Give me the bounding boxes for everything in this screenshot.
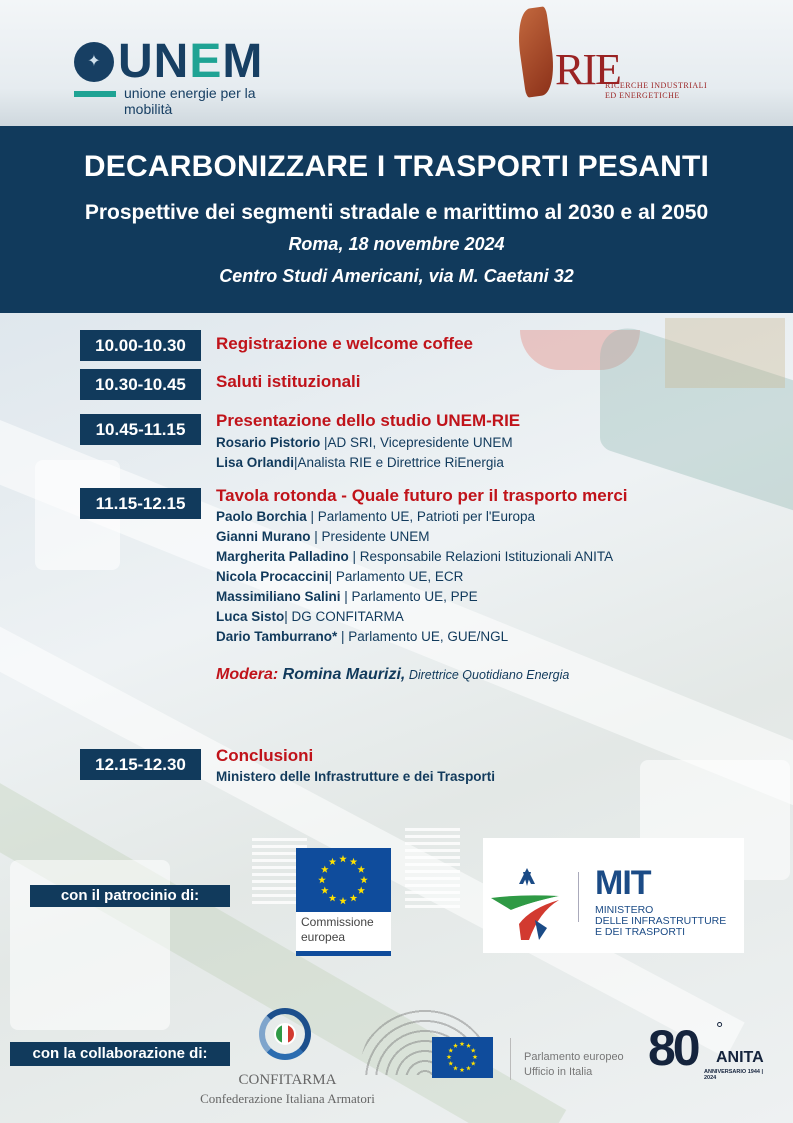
time-badge: 10.00-10.30 [80,330,201,361]
speaker-role: | DG CONFITARMA [284,609,404,624]
rie-logo [515,8,715,103]
eu-star-icon [448,1048,453,1053]
speaker-line [216,435,513,450]
speaker-name: Luca Sisto [216,609,285,624]
speaker-name: Rosario Pistorio [216,435,325,450]
ep-line1: Parlamento europeo [524,1051,624,1063]
eu-star-icon [466,1066,471,1071]
eu-star-icon [448,1061,453,1066]
unem-logo [74,35,304,117]
anita-80: 80 [648,1020,698,1076]
speaker-role: | Parlamento UE, Patrioti per l'Europa [306,509,535,524]
ec-line2: europea [301,930,346,944]
ec-building-lines [405,828,460,908]
moderator-role: Direttrice Quotidiano Energia [405,668,570,682]
mit-line2: DELLE INFRASTRUTTURE [595,915,727,927]
eu-star-icon [473,1054,478,1059]
ec-strip [296,951,391,956]
patronage-label: con il patrocinio di: [30,885,230,907]
page-subtitle: Prospettive dei segmenti stradale e marittimo al 2030 e al 2050 [84,201,709,224]
unem-accent-bar [74,91,116,97]
ship-containers [665,318,785,388]
rie-line1: RICERCHE INDUSTRIALI [605,81,708,90]
eu-flag-icon [432,1037,493,1078]
speaker-line [216,529,430,544]
ep-divider [510,1038,511,1080]
eu-star-icon [447,1054,452,1059]
eu-star-icon [460,1067,465,1072]
mit-fullname [595,905,726,938]
european-commission-logo [296,848,391,956]
moderator-name: Romina Maurizi, [278,666,406,683]
speaker-role: | Parlamento UE, GUE/NGL [337,629,509,644]
speaker-name: Nicola Procaccini [216,569,329,584]
ec-text [301,915,374,945]
eu-star-icon [329,858,337,865]
eu-star-icon [339,855,347,862]
time-badge: 12.15-12.30 [80,749,201,780]
speaker-line [216,455,504,470]
anita-subtitle: ANNIVERSARIO 1944 | 2024 [704,1069,764,1081]
speaker-line [216,569,463,584]
unem-tagline: unione energie per la mobilità [124,85,256,117]
speaker-role: |AD SRI, Vicepresidente UNEM [324,435,513,450]
agenda-item-title: Presentazione dello studio UNEM-RIE [216,411,521,430]
title-banner [0,126,793,313]
collaboration-label: con la collaborazione di: [10,1042,230,1066]
speaker-name: Lisa Orlandi [216,455,295,470]
confitarma-subtitle: Confederazione Italiana Armatori [200,1091,375,1106]
ep-line2: Ufficio in Italia [524,1066,593,1078]
speaker-line [216,609,404,624]
speaker-role: | Presidente UNEM [310,529,430,544]
eu-star-icon [329,894,337,901]
agenda-item-title: Conclusioni [216,746,314,765]
mit-line1: MINISTERO [595,904,654,916]
anita-degree: ° [716,1019,724,1039]
event-date: Roma, 18 novembre 2024 [288,234,505,254]
speaker-role: |Analista RIE e Direttrice RiEnergia [294,455,504,470]
speaker-name: Dario Tamburrano* [216,629,338,644]
eu-star-icon [350,858,358,865]
rie-mark: RIE [555,45,620,94]
speaker-line [216,549,613,564]
mit-logo [483,838,744,953]
rie-line2: ED ENERGETICHE [605,91,680,100]
speaker-line [216,629,508,644]
time-badge: 10.30-10.45 [80,369,201,400]
mit-star-icon [491,868,563,940]
mit-line3: E DEI TRASPORTI [595,926,686,938]
ec-line1: Commissione [301,915,374,929]
speaker-line [216,769,495,784]
eu-star-icon [466,1043,471,1048]
eu-stars-icon [432,1037,493,1078]
eu-stars-icon [296,848,391,912]
speaker-name: Paolo Borchia [216,509,307,524]
anita-name: ANITA [716,1049,764,1066]
eu-star-icon [360,876,368,883]
speaker-role: | Parlamento UE, ECR [328,569,464,584]
eu-star-icon [460,1041,465,1046]
mit-acronym: MIT [595,864,651,902]
eu-star-icon [321,887,329,894]
eu-star-icon [350,894,358,901]
speaker-line [216,509,535,524]
leaf-icon [514,6,558,98]
eu-star-icon [471,1048,476,1053]
eu-flag-icon [296,848,391,912]
time-badge: 10.45-11.15 [80,414,201,445]
agenda-item-title: Registrazione e welcome coffee [216,334,473,353]
eu-star-icon [318,876,326,883]
european-parliament-text [524,1050,624,1080]
speaker-role: | Parlamento UE, PPE [340,589,478,604]
unem-emblem-icon: ✦ [74,42,114,82]
speaker-name: Massimiliano Salini [216,589,341,604]
speaker-role: | Responsabile Relazioni Istituzionali ANITA [348,549,614,564]
time-badge: 11.15-12.15 [80,488,201,519]
agenda-item-title: Tavola rotonda - Quale futuro per il trasporto merci [216,486,628,505]
unem-e-letter: E [189,35,223,88]
eu-star-icon [453,1043,458,1048]
eu-star-icon [321,866,329,873]
agenda-item-title: Saluti istituzionali [216,372,361,391]
speaker-name: Gianni Murano [216,529,311,544]
speaker-name: Ministero delle Infrastrutture e dei Trasporti [216,769,496,784]
confitarma-name: CONFITARMA [238,1072,337,1088]
anita-logo [648,1019,773,1085]
unem-mark-text: UNEM [118,35,264,88]
unem-wordmark [118,34,263,89]
speaker-name: Margherita Palladino [216,549,349,564]
eu-star-icon [453,1066,458,1071]
eu-star-icon [471,1061,476,1066]
event-venue: Centro Studi Americani, via M. Caetani 32 [219,266,574,286]
eu-star-icon [339,897,347,904]
speaker-line [216,589,478,604]
mit-divider [578,872,579,922]
italian-flag-icon [274,1023,296,1045]
moderator-line [216,666,569,684]
confitarma-logo [190,1008,385,1113]
rie-subtitle [605,81,707,101]
eu-star-icon [357,866,365,873]
page-title: DECARBONIZZARE I TRASPORTI PESANTI [83,150,710,183]
eu-star-icon [357,887,365,894]
moderator-label: Modera: [216,666,279,683]
